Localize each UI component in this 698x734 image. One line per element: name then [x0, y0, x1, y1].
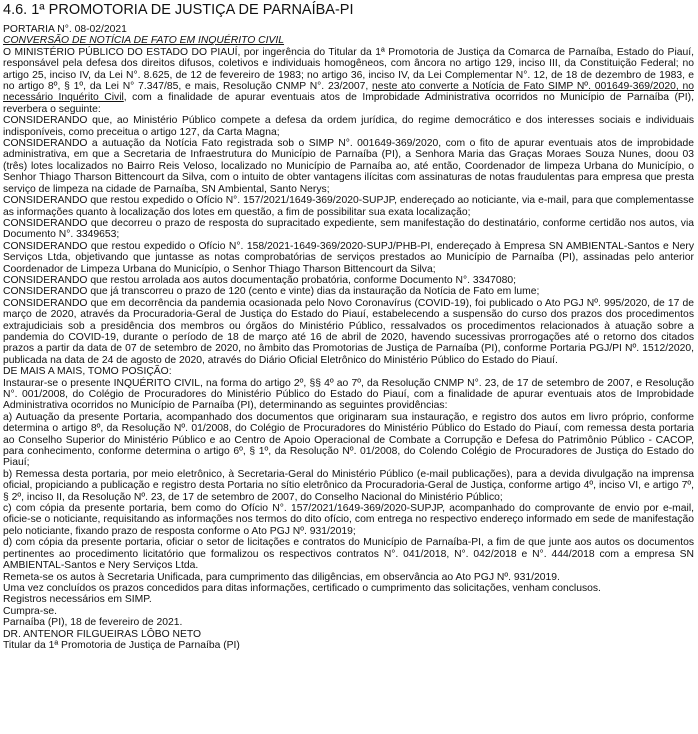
considerando-paragraph: CONSIDERANDO que restou expedido o Ofício N°. 157/2021/1649-369/2020-SUPJP, endereçado ao noticiante, via e-mail, para que complementasse as informações quanto à localização dos lotes em questão, a fim de possibilitar sua exata localização; [3, 195, 694, 218]
signatory-title: Titular da 1ª Promotoria de Justiça de Parnaíba (PI) [3, 639, 240, 651]
closing-line: Uma vez concluídos os prazos concedidos para ditas informações, certificado o cumprimento das solicitações, venham conclusos. [3, 582, 601, 594]
considerando-paragraph: CONSIDERANDO que, ao Ministério Público compete a defesa da ordem jurídica, do regime democrático e dos interesses sociais e individuais indisponíveis, como preceitua o artigo 127, da Carta Magna; [3, 115, 694, 138]
portaria-body [3, 24, 694, 651]
signatory-name: DR. ANTENOR FILGUEIRAS LÔBO NETO [3, 628, 202, 640]
conversion-statement: neste ato converte a Notícia de Fato SIMP Nº. 001649-369/2020, no necessário Inquérito Civil [3, 81, 694, 104]
document-page [0, 1, 698, 651]
position-heading: DE MAIS A MAIS, TOMO POSIÇÃO: [3, 366, 172, 378]
intro-paragraph [3, 47, 694, 115]
considerando-paragraph: CONSIDERANDO que decorreu o prazo de resposta do supracitado expediente, sem manifestação do destinatário, conforme certidão nos autos, via Documento N°. 3349653; [3, 217, 694, 241]
considerando-paragraph: CONSIDERANDO que restou expedido o Ofício N°. 158/2021-1649-369/2020-SUPJ/PHB-PI, endereçado à Empresa SN AMBIENTAL-Santos e Nery Serviços Ltda, objetivando que juntasse as notas comprobatórias de serviços prestados ao Município de Parnaíba (PI), assinadas pelo anterior Coordenador de Limpeza Urbana do Município, o Senhor Thiago Tharson Bittencourt da Silva; [3, 240, 694, 275]
intro-text-end: , com a finalidade de apurar eventuais atos de Improbidade Administrativa ocorridos no Município de Parnaíba (PI), reverbera o seguinte: [3, 92, 695, 115]
considerando-paragraph: CONSIDERANDO que já transcorreu o prazo de 120 (cento e vinte) dias da instauração da Notícia de Fato em lume; [3, 286, 540, 298]
considerando-paragraph: CONSIDERANDO que restou arrolada aos autos documentação probatória, conforme Documento N°. 3347080; [3, 274, 516, 286]
date-line: Parnaíba (PI), 18 de fevereiro de 2021. [3, 617, 183, 629]
provision-item: d) com cópia da presente portaria, oficiar o setor de licitações e contratos do Município de Parnaíba-PI, a fim de que junte aos autos os documentos pertinentes ao procedimento licitatório que formalizou os respectivos contratos N°. 041/2018, N°. 042/2018 e N°. 444/2018 com a empresa SN AMBIENTAL-Santos e Nery Serviços Ltda. [3, 537, 694, 572]
provision-item: a) Autuação da presente Portaria, acompanhado dos documentos que originaram sua instauração, e registro dos autos em livro próprio, conforme determina o artigo 8º, da Resolução Nº. 01/2008, do Colégio de Procuradores do Ministério Público do Estado do Piauí, com remessa desta portaria ao Conselho Superior do Ministério Público e ao Centro de Apoio Operacional de Combate a Corrupção e Defesa do Patrimônio Público - CACOP, para conhecimento, conforme determina o artigo 6º, § 1º, da Resolução Nº. 01/2008, do Colendo Colégio de Procuradores de Justiça do Estado do Piauí; [3, 411, 694, 469]
portaria-number: PORTARIA N°. 08-02/2021 [3, 24, 127, 35]
conversion-title: CONVERSÃO DE NOTÍCIA DE FATO EM INQUÉRITO CIVIL [3, 35, 285, 47]
closing-line: Cumpra-se. [3, 605, 58, 617]
considerando-paragraph: CONSIDERANDO que em decorrência da pandemia ocasionada pelo Novo Coronavírus (COVID-19), foi publicado o Ato PGJ Nº. 995/2020, de 17 de março de 2020, através da Procuradoria-Geral de Justiça do Estado do Piauí, estabelecendo a suspensão do curso dos prazos dos procedimentos extrajudiciais sob a presidência dos membros ou órgãos do Ministério Público, ressalvados os procedimentos relacionados à atuação sobre a pandemia do COVID-19, durante o período de 18 de março até 16 de abril de 2020, havendo sucessivas prorrogações até o retorno dos citados prazos a partir da data de 07 de setembro de 2020, no âmbito das Promotorias de Justiça de Parnaíba (PI), conforme Portaria PGJ/PI Nº. 1512/2020, publicada na data de 24 de agosto de 2020, através do Diário Oficial Eletrônico do Ministério Público do Estado do Piauí. [3, 297, 694, 366]
instauracao-paragraph: Instaurar-se o presente INQUÉRITO CIVIL, na forma do artigo 2º, §§ 4º ao 7º, da Resolução CNMP N°. 23, de 17 de setembro de 2007, e Resolução N°. 001/2008, do Colégio de Procuradores do Ministério Público do Estado do Piauí, com a finalidade de apurar eventuais atos de Improbidade Administrativa ocorridos no Município de Parnaíba (PI), determinando as seguintes providências: [3, 377, 694, 412]
considerando-paragraph: CONSIDERANDO a autuação da Notícia Fato registrada sob o SIMP N°. 001649-369/2020, com o fito de apurar eventuais atos de improbidade administrativa, em que a Secretaria de Infraestrutura do Município de Parnaíba (PI), a Senhora Maria das Graças Moraes Souza Nunes, doou 03 (três) lotes localizados no Bairro Reis Veloso, localizado no Município de Parnaíba ao, até então, Coordenador de limpeza Urbana do Município, o Senhor Thiago Tharson Bittencourt da Silva, com o intuito de obter vantagens ilícitas com assinaturas de notas fraudulentas para empresa que presta serviço de limpeza na cidade de Parnaíba, SN Ambiental, Santo Nerys; [3, 138, 694, 195]
closing-line: Remeta-se os autos à Secretaria Unificada, para cumprimento das diligências, em observância ao Ato PGJ Nº. 931/2019. [3, 571, 560, 583]
closing-line: Registros necessários em SIMP. [3, 594, 152, 606]
provision-item: c) com cópia da presente portaria, bem como do Ofício N°. 157/2021/1649-369/2020-SUPJP, acompanhado do comprovante de envio por e-mail, oficie-se o noticiante, requisitando as informações nos termos do dito ofício, com entrega no respectivo endereço informado em sede de manifestação pelo noticiante, fixando prazo de resposta conforme o Ato PGJ Nº. 931/2019; [3, 503, 694, 537]
intro-text: O MINISTÉRIO PÚBLICO DO ESTADO DO PIAUÍ, por ingerência do Titular da 1ª Promotoria de Justiça da Comarca de Parnaíba, Estado do Piauí, responsável pela defesa dos direitos difusos, coletivos e individuais homogêneos, com âncora no artigo 129, inciso III, da Constituição Federal; no artigo 25, inciso IV, da Lei N°. 8.625, de 12 de fevereiro de 1983; no artigo 36, inciso IV, da Lei Complementar N°. 12, de 18 de dezembro de 1983, e no artigo 8º, § 1º, da Lei N° 7.347/85, e mais, Resolução CNMP N°. 23/2007, [3, 46, 694, 93]
section-heading: 4.6. 1ª PROMOTORIA DE JUSTIÇA DE PARNAÍBA-PI [3, 2, 354, 18]
provision-item: b) Remessa desta portaria, por meio eletrônico, à Secretaria-Geral do Ministério Público (e-mail publicações), para a devida divulgação na imprensa oficial, propiciando a publicação e registro desta Portaria no sítio eletrônico da Procuradoria-Geral de Justiça, conforme artigo 4º, inciso VI, e artigo 7º, § 2º, inciso II, da Resolução Nº. 23, de 17 de setembro de 2007, do Conselho Nacional do Ministério Público; [3, 468, 694, 503]
